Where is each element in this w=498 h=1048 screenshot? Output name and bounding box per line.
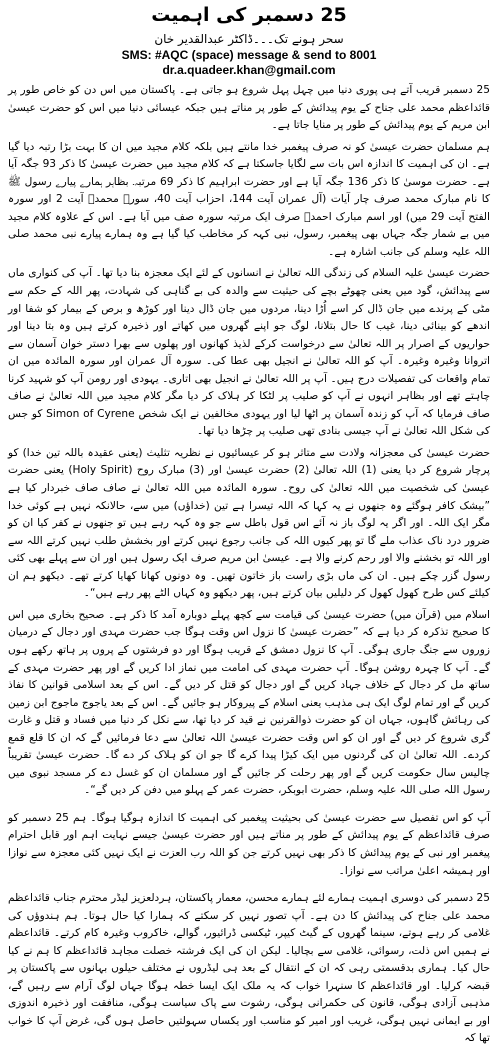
- paragraph-intro: 25 دسمبر قریب آتے ہی پوری دنیا میں چہل پہل شروع ہو جاتی ہے۔ پاکستان میں اس دن کو خاص طور پر قائداعظم محمد علی جناح کے یوم پیدائش کے طور پر مناتے ہیں جبکہ عیسائی دنیا میں اس کو حضرت عیسیٰ ابن مریم کے یوم پیدائش کے طور پر منایا جاتا ہے۔: [8, 84, 490, 132]
- paragraph-second-coming: اسلام میں (قرآن میں) حضرت عیسیٰ کی قیامت سے کچھ پہلے دوبارہ آمد کا ذکر ہے۔ صحیح بخاری میں اس کا صحیح تذکرہ کر دیا ہے کہ ”حضرت عیسیٰ کا نزول اس وقت ہوگا جب حضرت مہدی اور دجال کے درمیان زوروں سے جنگ جاری ہوگی۔ آپ کا نزول دمشق کے قریب ہوگا اور دو فرشتوں کے پروں پر ہاتھ رکھے ہوں گے۔ آپ کا چہرہ روشن ہوگا۔ آپ حضرت مہدی کی امامت میں نماز ادا کریں گے اور پھر حضرت مہدی کے ساتھ مل کر دجال کے خلاف جہاد کریں گے اور دجال کو قتل کر دیں گے۔ اس کے بعد اسلامی قوانین کا نفاذ کریں گے اور تمام لوگ ایک ہی مذہب یعنی اسلام کے پیروکار ہو جائیں گے۔ اس کے بعد یاجوج ماجوج ابن زمین کی رہائش گاہوں، جہاں ان کو حضرت ذوالقرنین نے قید کر دیا تھا، سے نکل کر دنیا میں فساد و قتل و غارت گری شروع کر دیں گے اور ان کو اس وقت حضرت عیسیٰ اللہ تعالیٰ سے دعا فرمائیں گے کہ ان کا قلع قمع کردے۔ اللہ تعالیٰ ان کی گردنوں میں ایک کیڑا پیدا کرے گا جو ان کو ہلاک کر دے گا۔ حضرت عیسیٰ تقریباً چالیس سال حکومت کریں گے اور پھر رحلت کر جائیں گے اور مسلمان ان کو غسل دے کر مسجد نبوی میں رسول اللہ صلی اللہ علیہ وسلم، حضرت ابوبکر، حضرت عمر کے پہلو میں دفن کر دیں گے“۔: [8, 608, 490, 797]
- article-header: [8, 2, 490, 78]
- paragraph-miracles: حضرت عیسیٰ علیہ السلام کی زندگی اللہ تعالیٰ نے انسانوں کے لئے ایک معجزہ بنا دیا تھا۔ آپ کی کنواری ماں سے پیدائش، گود میں یعنی چھوٹے بچے کی حیثیت سے والدہ کی بے گناہی کی شہادت، پھر اللہ کے حکم سے مٹی کے پرندے میں جان ڈال کر اسے اُڑا دینا، مردوں میں جان ڈال دینا اور کوڑھ و برص کے بیمار کو شفا اور اندھے کو بینائی دینا، غیب کا حال بتلانا، لوگ جو اپنے گھروں میں کھاتے اور ذخیرہ کرتے ہیں وہ بتا دینا اور حواریوں کے اصرار پر اللہ تعالیٰ سے درخواست کرکے لذیذ کھانوں اور پھلوں سے بھرا دستر خوان آسمان سے اتروانا وغیرہ وغیرہ۔ آپ کو اللہ تعالیٰ نے انجیل بھی عطا کی۔ سورہ آل عمران اور سورہ المائدہ میں ان تمام واقعات کی تفصیلات درج ہیں۔ آپ پر اللہ تعالیٰ نے انجیل بھی اتاری۔ یہودی اور رومن آپ کو شہید کرنا چاہتے تھے اور بظاہر انہوں نے آپ کو صلیب پر لٹکا کر ہلاک کر دیا مگر کلام مجید میں اللہ تعالیٰ نے صاف صاف فرمایا کہ آپ کو زندہ آسمان پر اٹھا لیا اور یہودی مخالفین نے ایک شخص Simon of Cyrene کو جس کی شکل اللہ تعالیٰ نے آپ جیسی بنادی تھی صلیب پر چڑھا دیا تھا۔: [8, 267, 490, 438]
- paragraph-importance: آپ کو اس تفصیل سے حضرت عیسیٰ کی بحیثیت پیغمبر کی اہمیت کا اندازہ ہوگیا ہوگا۔ ہم 25 دسمبر کو صرف قائداعظم کے یوم پیدائش کے طور پر مناتے ہیں اور حضرت عیسیٰ جیسے نہایت اہم اور قابل احترام پیغمبر اور نبی کے یوم پیدائش کا ذکر بھی نہیں کرتے جن کو اللہ رب العزت نے ایک نہیں کئی معجزہ سے نوازا اور ہمیشہ اعلیٰ مراتب سے نوازا۔: [8, 811, 490, 877]
- paragraph-quran-mentions: ہم مسلمان حضرت عیسیٰ کو نہ صرف پیغمبر خدا مانتے ہیں بلکہ کلام مجید میں ان کا بہت بڑا رتبہ دیا گیا ہے۔ ان کی اہمیت کا اندازہ اس بات سے لگایا جاسکتا ہے کہ کلام مجید میں حضرت عیسیٰ کا ذکر 93 جگہ آیا ہے۔ حضرت موسیٰ کا ذکر 136 جگہ آیا ہے اور حضرت ابراہیم کا ذکر 69 مرتبہ۔ بظاہر ہمارے پیارے رسول ﷺ کا نام مبارک محمد صرف چار آیات (آل عمران آیت 144، احزاب آیت 40، سورہ محمدؐ آیت 2 اور سورہ الفتح آیت 29 میں) اور اسم مبارک احمدؐ صرف ایک مرتبہ سورہ صف میں آیا ہے۔ اس کے علاوہ کلام مجید میں بے شمار جگہ جہاں بھی پیغمبر، رسول، نبی کہہ کر مخاطب کیا گیا ہے وہ ہمارے پیارے نبی محمد صلی اللہ علیہ وسلم کی جانب اشارہ ہے۔: [8, 140, 491, 258]
- paragraph-trinity: حضرت عیسیٰ کی معجزانہ ولادت سے متاثر ہو کر عیسائیوں نے نظریہ تثلیث (یعنی عقیدہ باللہ تین خدا) کو پرچار شروع کر دیا یعنی (1) اللہ تعالیٰ (2) حضرت عیسیٰ اور (3) مبارک روح (Holy Spirit) یعنی حضرت عیسیٰ کی شخصیت میں اللہ تعالیٰ کی روح۔ سورہ المائدہ میں اللہ تعالیٰ نے صاف صاف خبردار کیا ہے ”بیشک کافر ہوگئے وہ جنھوں نے یہ کہا کہ اللہ تیسرا ہے تین (خداؤں) میں سے، حالانکہ نہیں ہے کوئی خدا مگر ایک اللہ۔ اور اگر یہ لوگ باز نہ آئے اس قول باطل سے جو وہ کہہ رہے ہیں تو جنھوں نے کفر کیا ان کو ضرور درد ناک عذاب ملے گا تو پھر کیوں اللہ کی جانب رجوع نہیں کرتے اور بخشش طلب نہیں کرتے اللہ سے اور اللہ تو بخشنے والا اور رحم کرنے والا ہے۔ عیسیٰ ابن مریم صرف ایک رسول ہیں اور ان سے پہلے بھی کئی رسول گزر چکے ہیں۔ ان کی ماں بڑی راست باز خاتون تھیں۔ وہ دونوں کھانا کھایا کرتے تھے۔ دیکھو ہم ان کیلئے کس طرح کھول کھول کر دلیلیں بیان کرتے ہیں، پھر دیکھو وہ کہاں الٹے پھر رہے ہیں“۔: [8, 446, 490, 600]
- sms-contact: SMS: #AQC (space) message & send to 8001: [121, 48, 377, 62]
- article-body: [8, 82, 490, 1048]
- author-email: dr.a.quadeer.khan@gmail.com: [162, 63, 336, 77]
- article-byline: سحر ہونے تک۔۔۔ڈاکٹر عبدالقدیر خان: [154, 32, 344, 46]
- paragraph-quaid: 25 دسمبر کی دوسری اہمیت ہمارے لئے ہمارے محسن، معمار پاکستان، ہردلعزیز لیڈر محترم جناب قائداعظم محمد علی جناح کی پیدائش کا دن ہے۔ آپ تصور نہیں کر سکتے کہ ہمارا کیا حال ہوتا۔ ہم ہندوؤں کی غلامی کر رہے ہوتے، سینما گھروں کے گیٹ کیپر، ٹیکسی ڈرائیور، گوالے، خاکروب وغیرہ کام کرتے۔ قائداعظم نے ہمیں اس ذلت، رسوائی، غلامی سے بچالیا۔ لیکن ان کی ایک فرشتہ خصلت مجاہد قائداعظم کا ہم نے کیا حال کیا۔ ہماری بدقسمتی رہی کہ ان کے انتقال کے بعد ہی لیڈروں نے مختلف حیلوں بہانوں سے پاکستان پر قبضہ کرلیا۔ اور قائداعظم کا سنہرا خواب کہ یہ ملک ایک ایسا خطہ ہوگا جہاں لوگ آرام سے رہیں گے، مذہبی آزادی ہوگی، قانون کی حکمرانی ہوگی، رشوت سے پاک سیاست ہوگی، منافقت اور ذخیرہ اندوزی اور بے ایمانی نہیں ہوگی، غریب اور امیر کو مناسب اور یکساں سہولتیں حاصل ہوں گی، غرض آپ کا خواب تھا کہ: [8, 892, 490, 1045]
- article-title: 25 دسمبر کی اہمیت: [151, 4, 347, 26]
